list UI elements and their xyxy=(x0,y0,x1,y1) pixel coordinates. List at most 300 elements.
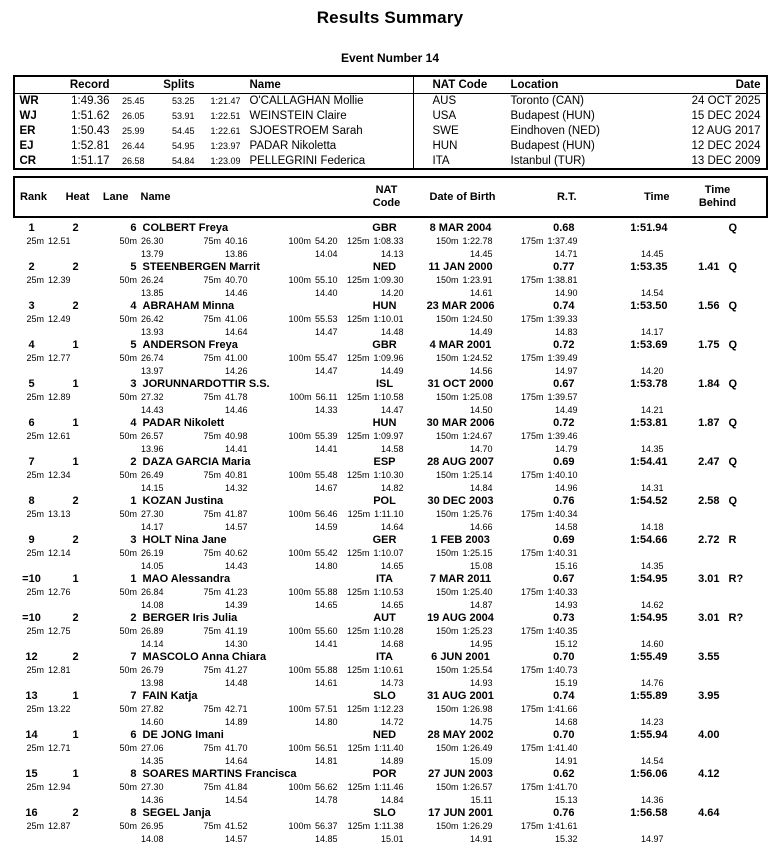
lap-spacer xyxy=(13,443,71,456)
split-distance-label: 100m xyxy=(288,626,311,637)
laps-line xyxy=(13,521,768,534)
header-nat-code-line2: Code xyxy=(372,197,401,210)
lap-time: 14.80 xyxy=(314,716,338,727)
records-table xyxy=(13,75,768,170)
record-split-150m: 1:22.51 xyxy=(210,111,241,122)
split-cell xyxy=(493,235,578,248)
lap-spacer xyxy=(13,404,71,417)
split-cell xyxy=(493,352,578,365)
split-time: 26.30 xyxy=(140,236,164,247)
split-cell xyxy=(493,547,578,560)
split-time: 13.13 xyxy=(47,509,71,520)
split-distance-label: 125m xyxy=(346,626,370,637)
split-cell xyxy=(404,313,493,326)
split-distance-label: 125m xyxy=(346,587,370,598)
split-distance-label: 50m xyxy=(119,587,137,598)
split-cell xyxy=(71,547,164,560)
reaction-time: 0.70 xyxy=(553,651,575,664)
split-distance-label: 175m xyxy=(520,704,544,715)
reaction-time: 0.70 xyxy=(553,729,575,742)
lap-time: 14.68 xyxy=(380,638,404,649)
lap-spacer xyxy=(13,794,71,807)
split-cell xyxy=(71,391,164,404)
split-time: 1:25.08 xyxy=(462,392,493,403)
record-nat-code: AUS xyxy=(432,95,457,108)
swimmer-name: KOZAN Justina xyxy=(142,495,224,508)
reaction-time: 0.74 xyxy=(553,690,575,703)
final-time: 1:55.49 xyxy=(630,651,668,664)
lap-time: 14.26 xyxy=(224,365,248,376)
split-cell xyxy=(248,274,338,287)
result-lane: 2 xyxy=(130,456,137,469)
result-rank: 13 xyxy=(25,690,38,703)
split-time: 1:25.76 xyxy=(462,509,493,520)
split-time: 13.22 xyxy=(47,704,71,715)
time-behind: 3.55 xyxy=(698,651,720,664)
result-heat: 1 xyxy=(72,690,79,703)
qualification-mark: Q xyxy=(728,222,738,235)
split-time: 1:41.40 xyxy=(547,743,578,754)
split-distance-label: 100m xyxy=(288,782,311,793)
split-cell xyxy=(164,274,248,287)
lap-time: 13.79 xyxy=(140,248,164,259)
split-time: 1:10.58 xyxy=(373,392,404,403)
result-row xyxy=(13,768,768,806)
split-time: 1:11.46 xyxy=(374,782,404,793)
splits-line xyxy=(13,703,768,716)
header-nat-code xyxy=(365,184,409,210)
qualification-mark: R xyxy=(728,534,737,547)
nat-code: HUN xyxy=(372,417,397,430)
split-time: 12.89 xyxy=(47,392,71,403)
record-split-100m: 53.91 xyxy=(171,111,195,122)
result-main-line xyxy=(13,612,768,625)
record-location: Toronto (CAN) xyxy=(510,95,584,108)
split-distance-label: 100m xyxy=(288,548,311,559)
split-cell xyxy=(71,508,164,521)
lap-time: 14.65 xyxy=(314,599,338,610)
reaction-time: 0.72 xyxy=(553,417,575,430)
split-cell xyxy=(338,586,404,599)
record-split-150m: 1:21.47 xyxy=(210,96,241,107)
final-time: 1:56.58 xyxy=(630,807,668,820)
result-row xyxy=(13,378,768,416)
split-distance-label: 75m xyxy=(203,236,221,247)
result-heat: 1 xyxy=(72,378,79,391)
split-time: 1:10.28 xyxy=(373,626,404,637)
result-main-line xyxy=(13,729,768,742)
final-time: 1:51.94 xyxy=(630,222,668,235)
split-time: 1:40.31 xyxy=(547,548,578,559)
split-time: 1:39.46 xyxy=(547,431,578,442)
split-time: 1:12.23 xyxy=(373,704,404,715)
lap-time: 14.72 xyxy=(380,716,404,727)
result-row xyxy=(13,300,768,338)
split-distance-label: 25m xyxy=(26,470,44,481)
lap-time: 14.57 xyxy=(224,521,248,532)
split-cell xyxy=(404,781,493,794)
record-time: 1:50.43 xyxy=(71,125,110,138)
split-cell xyxy=(13,352,71,365)
records-column-divider xyxy=(413,77,414,168)
laps-line xyxy=(13,248,768,261)
swimmer-name: BERGER Iris Julia xyxy=(142,612,238,625)
split-cell xyxy=(338,703,404,716)
split-cell xyxy=(248,469,338,482)
lap-time: 14.87 xyxy=(469,599,493,610)
split-cell xyxy=(164,820,248,833)
split-distance-label: 25m xyxy=(26,665,44,676)
swimmer-name: COLBERT Freya xyxy=(142,222,229,235)
split-time: 26.19 xyxy=(140,548,164,559)
record-split-100m: 54.95 xyxy=(171,141,195,152)
split-distance-label: 175m xyxy=(520,353,544,364)
split-time: 1:10.01 xyxy=(373,314,404,325)
lap-time: 14.68 xyxy=(554,716,578,727)
split-time: 12.77 xyxy=(47,353,71,364)
split-time: 1:39.33 xyxy=(547,314,578,325)
split-cell xyxy=(338,664,404,677)
split-distance-label: 75m xyxy=(203,782,221,793)
record-split-50m: 25.99 xyxy=(121,126,145,137)
split-time: 1:39.49 xyxy=(547,353,578,364)
lap-time: 14.84 xyxy=(469,482,493,493)
result-rank: 4 xyxy=(28,339,35,352)
lap-time: 14.56 xyxy=(469,365,493,376)
header-heat: Heat xyxy=(65,190,90,203)
lap-time: 14.89 xyxy=(380,755,404,766)
split-cell xyxy=(493,313,578,326)
swimmer-name: MASCOLO Anna Chiara xyxy=(142,651,267,664)
split-distance-label: 100m xyxy=(288,665,311,676)
nat-code: POL xyxy=(373,495,396,508)
reaction-time: 0.76 xyxy=(553,807,575,820)
final-time: 1:56.06 xyxy=(630,768,668,781)
lap-time: 14.20 xyxy=(380,287,404,298)
result-main-line xyxy=(13,300,768,313)
split-cell xyxy=(404,586,493,599)
split-time: 1:25.15 xyxy=(462,548,493,559)
split-time: 1:26.49 xyxy=(462,743,493,754)
date-of-birth: 23 MAR 2006 xyxy=(426,300,495,313)
splits-line xyxy=(13,430,768,443)
split-distance-label: 50m xyxy=(119,275,137,286)
split-distance-label: 150m xyxy=(435,431,459,442)
record-holder-name: O'CALLAGHAN Mollie xyxy=(249,95,364,108)
nat-code: ITA xyxy=(376,651,393,664)
result-heat: 2 xyxy=(72,807,79,820)
lap-time: 15.32 xyxy=(554,833,578,844)
split-cell xyxy=(493,664,578,677)
record-holder-name: SJOESTROEM Sarah xyxy=(249,125,363,138)
record-nat-code: HUN xyxy=(432,140,458,153)
lap-time: 14.65 xyxy=(380,599,404,610)
final-time: 1:54.95 xyxy=(630,573,668,586)
result-main-line xyxy=(13,768,768,781)
record-code: EJ xyxy=(19,140,34,153)
date-of-birth: 11 JAN 2000 xyxy=(428,261,493,274)
split-distance-label: 100m xyxy=(288,431,311,442)
records-header-nat-code: NAT Code xyxy=(432,79,488,91)
lap-time: 14.97 xyxy=(554,365,578,376)
lap-time: 13.98 xyxy=(140,677,164,688)
records-body xyxy=(15,94,766,168)
reaction-time: 0.68 xyxy=(553,222,575,235)
split-distance-label: 150m xyxy=(435,353,459,364)
split-distance-label: 125m xyxy=(347,821,371,832)
split-time: 26.89 xyxy=(140,626,164,637)
record-nat-code: USA xyxy=(432,110,457,123)
time-behind: 3.95 xyxy=(698,690,720,703)
split-cell xyxy=(13,235,71,248)
split-distance-label: 75m xyxy=(203,548,221,559)
split-cell xyxy=(164,664,248,677)
lap-spacer xyxy=(13,482,71,495)
split-time: 1:11.38 xyxy=(374,821,404,832)
laps-line xyxy=(13,443,768,456)
split-time: 12.61 xyxy=(47,431,71,442)
result-lane: 3 xyxy=(130,378,137,391)
result-lane: 1 xyxy=(130,495,137,508)
reaction-time: 0.69 xyxy=(553,456,575,469)
lap-time: 14.47 xyxy=(314,365,338,376)
split-time: 1:38.81 xyxy=(547,275,578,286)
result-row xyxy=(13,222,768,260)
split-time: 1:26.98 xyxy=(462,704,493,715)
splits-line xyxy=(13,586,768,599)
split-distance-label: 75m xyxy=(203,431,221,442)
records-header-splits: Splits xyxy=(163,79,195,91)
split-time: 55.88 xyxy=(314,665,338,676)
header-time-behind xyxy=(670,184,766,210)
split-distance-label: 150m xyxy=(435,782,459,793)
time-behind: 3.01 xyxy=(698,573,720,586)
lap-time: 14.30 xyxy=(224,638,248,649)
split-distance-label: 175m xyxy=(520,392,544,403)
split-time: 57.51 xyxy=(314,704,338,715)
results-body xyxy=(13,218,768,845)
lap-time: 14.47 xyxy=(380,404,404,415)
split-time: 55.88 xyxy=(314,587,338,598)
result-main-line xyxy=(13,651,768,664)
split-distance-label: 175m xyxy=(520,548,544,559)
swimmer-name: SOARES MARTINS Francisca xyxy=(142,768,297,781)
split-distance-label: 25m xyxy=(26,782,44,793)
split-cell xyxy=(71,664,164,677)
split-time: 56.62 xyxy=(314,782,338,793)
lap-time: 13.97 xyxy=(140,365,164,376)
split-distance-label: 25m xyxy=(26,431,44,442)
lap-time: 14.64 xyxy=(224,755,248,766)
result-main-line xyxy=(13,417,768,430)
split-time: 56.51 xyxy=(314,743,338,754)
split-distance-label: 125m xyxy=(346,704,370,715)
result-main-line xyxy=(13,495,768,508)
split-cell xyxy=(493,274,578,287)
laps-line xyxy=(13,326,768,339)
splits-line xyxy=(13,664,768,677)
date-of-birth: 31 AUG 2001 xyxy=(427,690,494,703)
result-heat: 2 xyxy=(72,222,79,235)
splits-line xyxy=(13,469,768,482)
split-time: 1:08.33 xyxy=(373,236,404,247)
final-lap-time: 14.62 xyxy=(640,599,664,610)
records-header-name: Name xyxy=(249,79,281,91)
lap-spacer xyxy=(13,365,71,378)
split-distance-label: 75m xyxy=(203,704,221,715)
result-rank: 3 xyxy=(28,300,35,313)
final-time: 1:55.89 xyxy=(630,690,668,703)
final-lap-time: 14.17 xyxy=(640,326,664,337)
split-cell xyxy=(338,469,404,482)
qualification-mark: R? xyxy=(728,573,744,586)
split-time: 1:10.30 xyxy=(373,470,404,481)
record-split-150m: 1:22.61 xyxy=(210,126,241,137)
header-lane: Lane xyxy=(102,190,129,203)
result-heat: 2 xyxy=(72,651,79,664)
final-time: 1:53.69 xyxy=(630,339,668,352)
nat-code: POR xyxy=(372,768,397,781)
split-distance-label: 125m xyxy=(346,548,370,559)
result-lane: 2 xyxy=(130,612,137,625)
result-rank: 9 xyxy=(28,534,35,547)
time-behind: 1.84 xyxy=(698,378,720,391)
lap-time: 14.59 xyxy=(314,521,338,532)
reaction-time: 0.62 xyxy=(553,768,575,781)
result-row xyxy=(13,495,768,533)
split-distance-label: 25m xyxy=(26,743,44,754)
split-time: 1:40.10 xyxy=(547,470,578,481)
split-time: 1:10.53 xyxy=(373,587,404,598)
date-of-birth: 4 MAR 2001 xyxy=(429,339,492,352)
record-date: 13 DEC 2009 xyxy=(691,155,761,167)
lap-time: 14.41 xyxy=(314,638,338,649)
split-time: 12.51 xyxy=(47,236,71,247)
result-lane: 8 xyxy=(130,807,137,820)
split-distance-label: 25m xyxy=(26,509,44,520)
results-header-row xyxy=(15,178,766,216)
result-main-line xyxy=(13,339,768,352)
split-cell xyxy=(248,547,338,560)
reaction-time: 0.67 xyxy=(553,573,575,586)
lap-spacer xyxy=(13,521,71,534)
split-cell xyxy=(71,781,164,794)
split-cell xyxy=(248,742,338,755)
result-lane: 1 xyxy=(130,573,137,586)
date-of-birth: 28 AUG 2007 xyxy=(427,456,494,469)
result-heat: 1 xyxy=(72,339,79,352)
record-row xyxy=(15,94,766,109)
final-lap-time: 14.60 xyxy=(640,638,664,649)
split-distance-label: 175m xyxy=(520,509,544,520)
split-cell xyxy=(13,547,71,560)
split-cell xyxy=(164,391,248,404)
split-time: 1:25.40 xyxy=(462,587,493,598)
split-cell xyxy=(404,391,493,404)
split-cell xyxy=(338,625,404,638)
lap-time: 14.46 xyxy=(224,287,248,298)
split-distance-label: 75m xyxy=(203,821,221,832)
lap-spacer xyxy=(13,716,71,729)
split-distance-label: 100m xyxy=(288,236,311,247)
qualification-mark: Q xyxy=(728,339,738,352)
lap-time: 15.12 xyxy=(554,638,578,649)
splits-line xyxy=(13,781,768,794)
split-time: 41.84 xyxy=(224,782,248,793)
split-distance-label: 25m xyxy=(26,548,44,559)
laps-line xyxy=(13,560,768,573)
lap-time: 14.61 xyxy=(314,677,338,688)
split-distance-label: 50m xyxy=(119,392,137,403)
split-time: 41.52 xyxy=(224,821,248,832)
split-cell xyxy=(164,352,248,365)
split-time: 42.71 xyxy=(224,704,248,715)
split-cell xyxy=(164,235,248,248)
lap-time: 14.43 xyxy=(224,560,248,571)
result-lane: 4 xyxy=(130,417,137,430)
result-row xyxy=(13,261,768,299)
split-distance-label: 100m xyxy=(288,743,311,754)
record-split-100m: 54.84 xyxy=(171,156,195,166)
result-rank: 14 xyxy=(25,729,38,742)
reaction-time: 0.72 xyxy=(553,339,575,352)
lap-time: 14.61 xyxy=(469,287,493,298)
split-time: 55.47 xyxy=(314,353,338,364)
split-cell xyxy=(338,820,404,833)
date-of-birth: 30 DEC 2003 xyxy=(427,495,494,508)
header-nat-code-line1: NAT xyxy=(375,184,398,197)
split-distance-label: 125m xyxy=(346,353,370,364)
split-cell xyxy=(13,820,71,833)
record-split-150m: 1:23.97 xyxy=(210,141,241,152)
lap-time: 13.86 xyxy=(224,248,248,259)
laps-line xyxy=(13,599,768,612)
split-time: 1:40.73 xyxy=(547,665,578,676)
result-row xyxy=(13,807,768,845)
final-time: 1:53.35 xyxy=(630,261,668,274)
split-distance-label: 175m xyxy=(520,821,544,832)
swimmer-name: ABRAHAM Minna xyxy=(142,300,235,313)
split-time: 1:09.97 xyxy=(373,431,404,442)
split-distance-label: 50m xyxy=(119,431,137,442)
split-distance-label: 150m xyxy=(435,275,459,286)
split-time: 55.53 xyxy=(314,314,338,325)
split-cell xyxy=(404,625,493,638)
splits-line xyxy=(13,313,768,326)
record-split-50m: 25.45 xyxy=(121,96,145,107)
split-distance-label: 25m xyxy=(26,275,44,286)
lap-time: 14.95 xyxy=(469,638,493,649)
qualification-mark: Q xyxy=(728,378,738,391)
splits-line xyxy=(13,742,768,755)
header-name: Name xyxy=(140,190,171,203)
split-cell xyxy=(248,352,338,365)
result-lane: 7 xyxy=(130,690,137,703)
split-cell xyxy=(13,469,71,482)
record-time: 1:52.81 xyxy=(71,140,110,153)
date-of-birth: 31 OCT 2000 xyxy=(427,378,494,391)
lap-time: 14.50 xyxy=(469,404,493,415)
split-cell xyxy=(493,469,578,482)
lap-time: 14.64 xyxy=(380,521,404,532)
lap-time: 14.49 xyxy=(380,365,404,376)
final-lap-time: 14.35 xyxy=(640,443,664,454)
record-code: WJ xyxy=(19,110,37,123)
split-cell xyxy=(71,235,164,248)
header-time: Time xyxy=(644,190,670,203)
split-cell xyxy=(248,820,338,833)
split-distance-label: 50m xyxy=(119,665,137,676)
